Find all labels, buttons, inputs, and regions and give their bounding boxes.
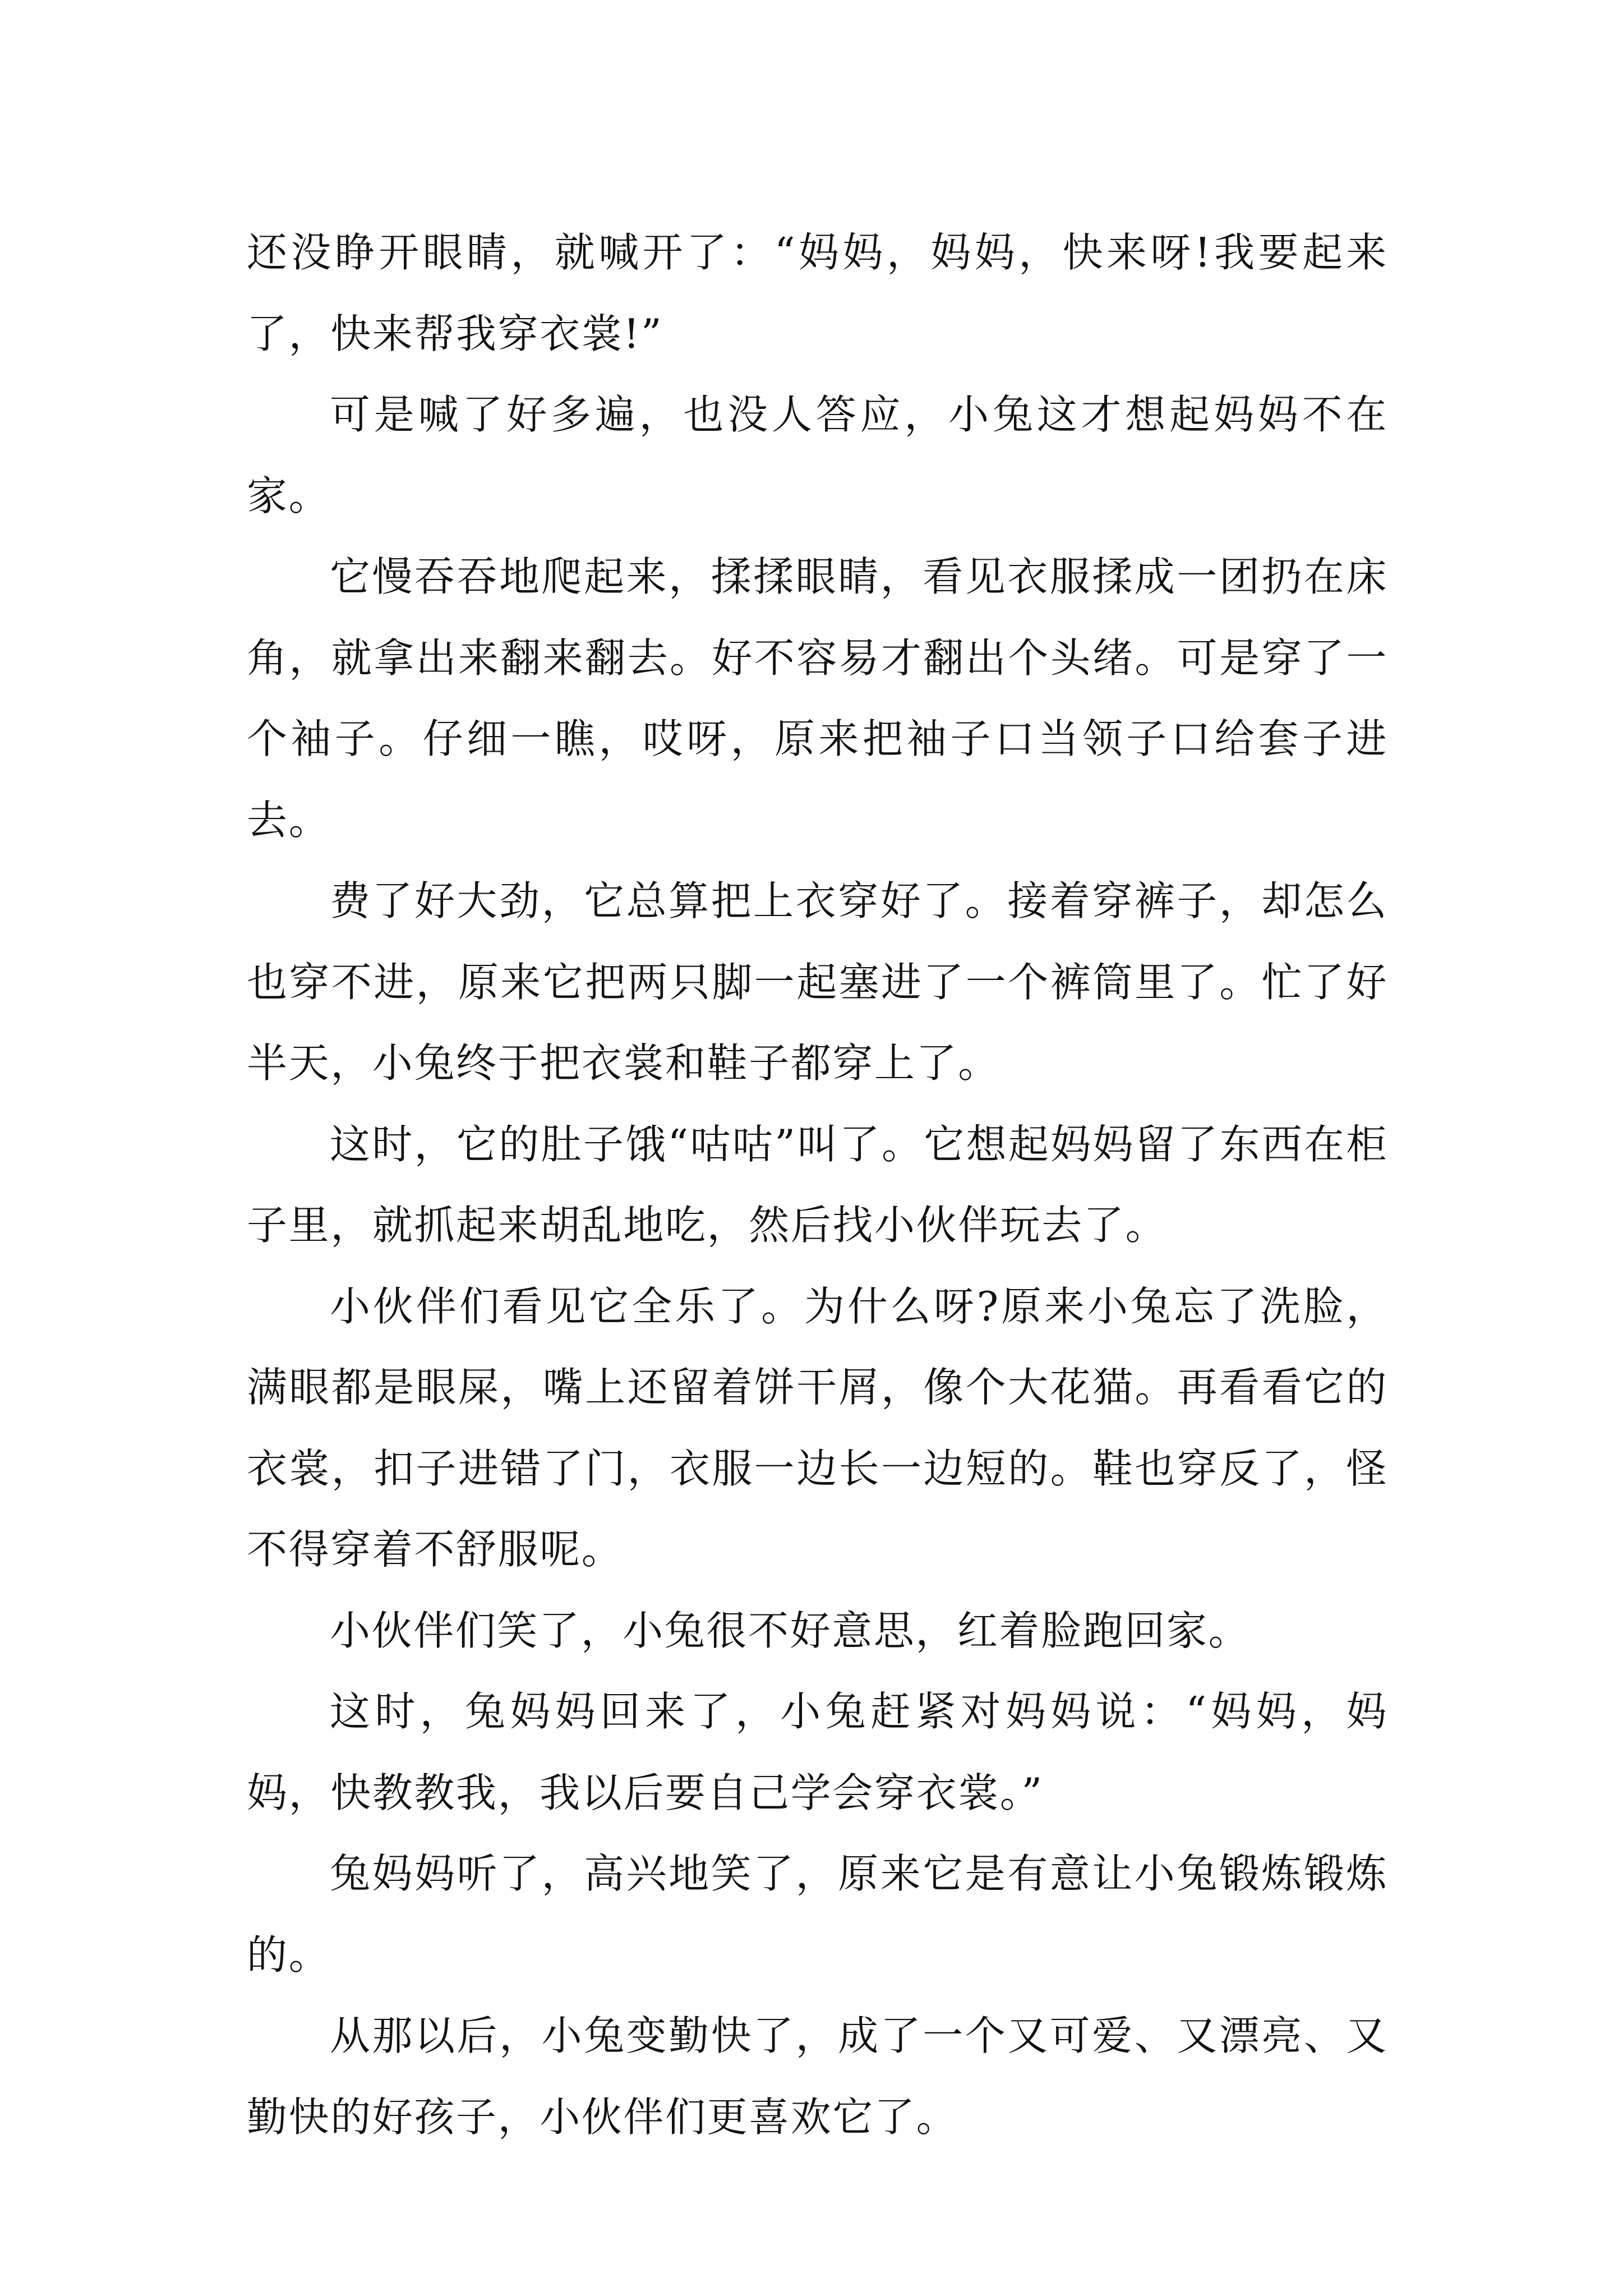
paragraph-continued: 还没睁开眼睛，就喊开了：“妈妈，妈妈，快来呀!我要起来了，快来帮我穿衣裳!” [247,229,1388,357]
paragraph: 小伙伴们笑了，小兔很不好意思，红着脸跑回家。 [330,1607,1251,1654]
paragraph: 这时，兔妈妈回来了，小兔赶紧对妈妈说：“妈妈，妈妈，快教教我，我以后要自己学会穿衣裳。” [247,1688,1388,1816]
paragraph: 从那以后，小兔变勤快了，成了一个又可爱、又漂亮、又勤快的好孩子，小伙伴们更喜欢它了。 [247,2012,1388,2141]
paragraph: 兔妈妈听了，高兴地笑了，原来它是有意让小兔锻炼锻炼的。 [247,1850,1388,1978]
paragraph: 这时，它的肚子饿“咕咕”叫了。它想起妈妈留了东西在柜子里，就抓起来胡乱地吃，然后找小伙伴玩去了。 [247,1120,1388,1249]
paragraph: 小伙伴们看见它全乐了。为什么呀?原来小兔忘了洗脸，满眼都是眼屎，嘴上还留着饼干屑，像个大花猫。再看看它的衣裳，扣子进错了门，衣服一边长一边短的。鞋也穿反了，怪不得穿着不舒服呢。 [247,1282,1388,1573]
paragraph: 费了好大劲，它总算把上衣穿好了。接着穿裤子，却怎么也穿不进，原来它把两只脚一起塞进了一个裤筒里了。忙了好半天，小兔终于把衣裳和鞋子都穿上了。 [247,877,1388,1087]
story-text [247,212,1388,2157]
paragraph: 可是喊了好多遍，也没人答应，小兔这才想起妈妈不在家。 [247,391,1388,519]
paragraph: 它慢吞吞地爬起来，揉揉眼睛，看见衣服揉成一团扔在床角，就拿出来翻来翻去。好不容易才翻出个头绪。可是穿了一个袖子。仔细一瞧，哎呀，原来把袖子口当领子口给套子进去。 [247,553,1388,844]
